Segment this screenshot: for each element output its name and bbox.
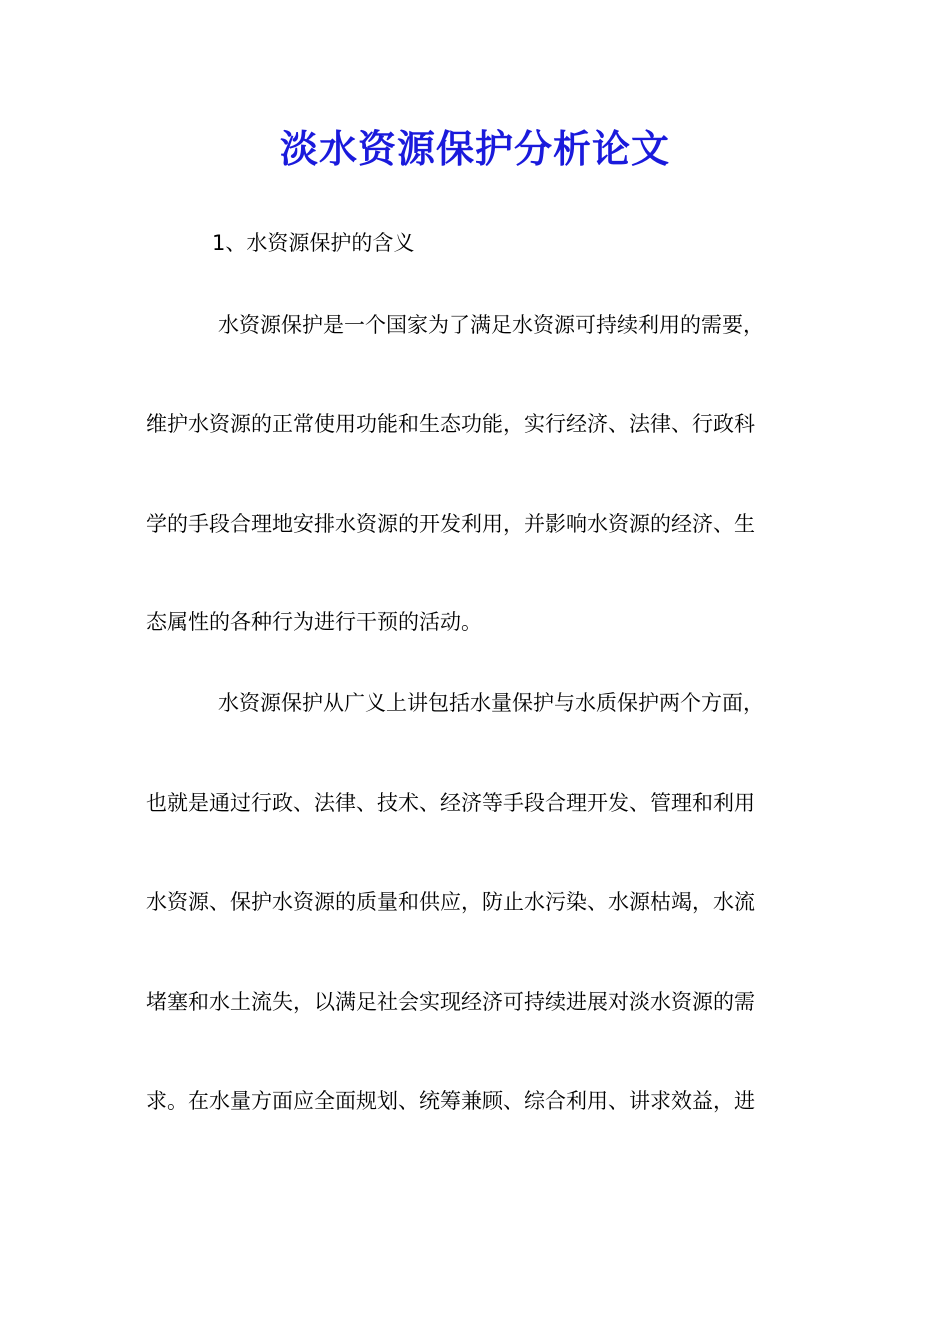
paragraph-1-line-4: 态属性的各种行为进行干预的活动。 — [146, 610, 482, 634]
paragraph-2-line-1: 水资源保护从广义上讲包括水量保护与水质保护两个方面， — [218, 691, 764, 715]
section-heading: 1、水资源保护的含义 — [212, 231, 415, 255]
document-title: 淡水资源保护分析论文 — [279, 126, 670, 171]
paragraph-2-line-4: 堵塞和水土流失，以满足社会实现经济可持续进展对淡水资源的需 — [146, 990, 755, 1014]
paragraph-2-line-2: 也就是通过行政、法律、技术、经济等手段合理开发、管理和利用 — [146, 791, 755, 815]
paragraph-1-line-3: 学的手段合理地安排水资源的开发利用，并影响水资源的经济、生 — [146, 512, 755, 536]
paragraph-1-line-2: 维护水资源的正常使用功能和生态功能，实行经济、法律、行政科 — [146, 412, 755, 436]
paragraph-2-line-3: 水资源、保护水资源的质量和供应，防止水污染、水源枯竭，水流 — [146, 890, 755, 914]
paragraph-2-line-5: 求。在水量方面应全面规划、统筹兼顾、综合利用、讲求效益，进 — [146, 1089, 755, 1113]
paragraph-1-line-1: 水资源保护是一个国家为了满足水资源可持续利用的需要， — [218, 313, 764, 337]
